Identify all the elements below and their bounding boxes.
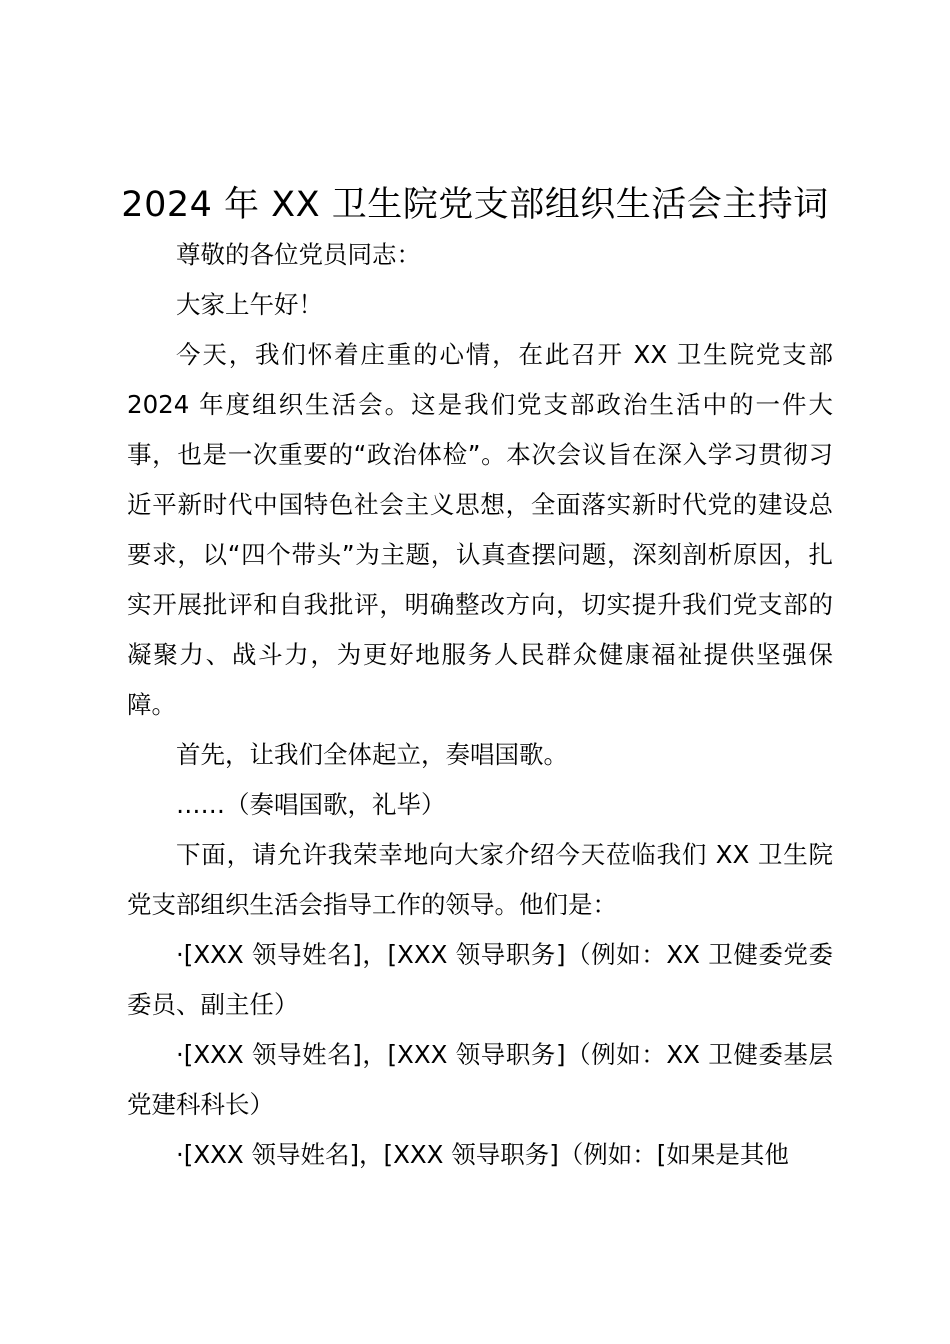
- paragraph-greeting: 大家上午好！: [176, 290, 323, 319]
- paragraph-anthem: 首先，让我们全体起立，奏唱国歌。: [176, 740, 568, 769]
- paragraph-anthem-note: ……（奏唱国歌，礼毕）: [176, 790, 446, 819]
- list-item-leader-1: ·[XXX 领导姓名]，[XXX 领导职务]（例如：XX 卫健委党委委员、副主任）: [127, 940, 833, 1019]
- document-body: [127, 230, 833, 1180]
- list-item-leader-2: ·[XXX 领导姓名]，[XXX 领导职务]（例如：XX 卫健委基层党建科科长）: [127, 1040, 833, 1119]
- document-title: 2024 年 XX 卫生院党支部组织生活会主持词: [121, 185, 829, 225]
- paragraph-opening: 今天，我们怀着庄重的心情，在此召开 XX 卫生院党支部 2024 年度组织生活会。这是我们党支部政治生活中的一件大事，也是一次重要的“政治体检”。本次会议旨在深入学习贯彻习近平新时代中国特色社会主义思想，全面落实新时代党的建设总要求，以“四个带头”为主题，认真查摆问题，深刻剖析原因，扎实开展批评和自我批评，明确整改方向，切实提升我们党支部的凝聚力、战斗力，为更好地服务人民群众健康福祉提供坚强保障。: [127, 340, 833, 719]
- paragraph-salutation: 尊敬的各位党员同志：: [176, 240, 421, 269]
- list-item-leader-3: ·[XXX 领导姓名]，[XXX 领导职务]（例如：[如果是其他: [176, 1140, 789, 1169]
- paragraph-introduction: 下面，请允许我荣幸地向大家介绍今天莅临我们 XX 卫生院党支部组织生活会指导工作的领导。他们是：: [127, 840, 833, 919]
